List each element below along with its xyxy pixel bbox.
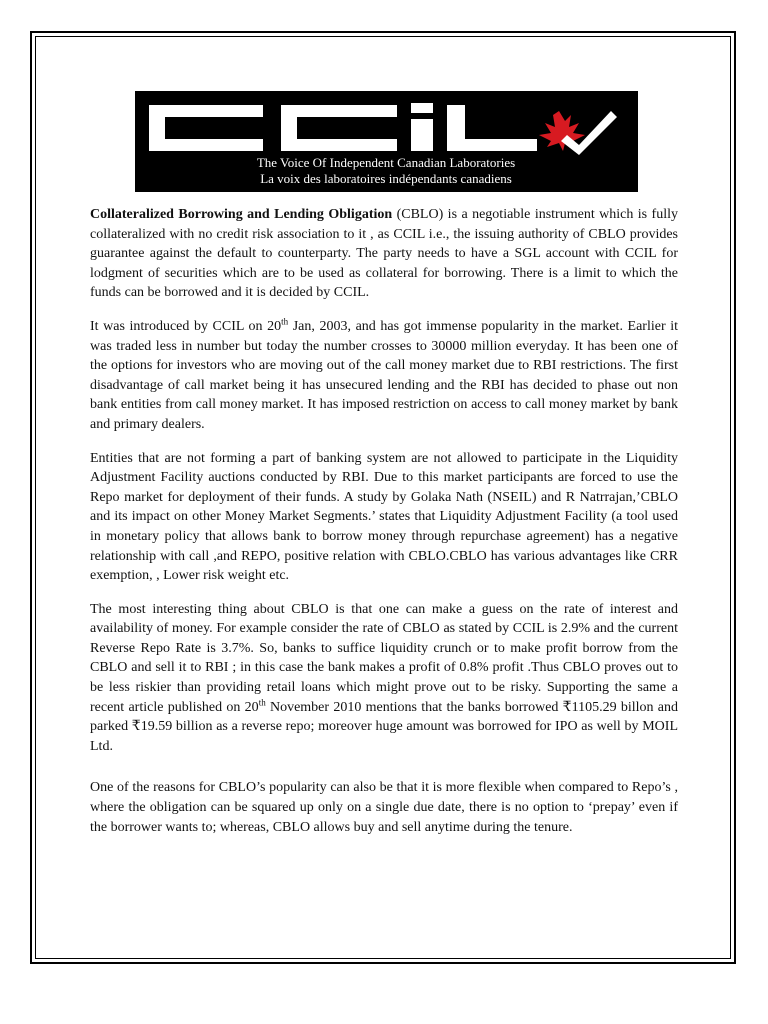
article-body xyxy=(90,205,678,851)
paragraph-3: Entities that are not forming a part of banking system are not allowed to participate in the Liquidity Adjustment Facility auctions conducted by RBI. Due to this market participants are forced to use the Repo market for deployment of their funds. A study by Golaka Nath (NSEIL) and R Natrrajan,’CBLO and its impact on other Money Market Segments.’ states that Liquidity Adjustment Facility (a tool used in monetary policy that allows bank to borrow money through repurchase agreement) has a negative relationship with call ,and REPO, positive relation with CBLO.CBLO has various advantages like CRR exemption, , Lower risk weight etc. xyxy=(90,450,678,584)
paragraph-4-sup: th xyxy=(258,697,266,707)
paragraph-5: One of the reasons for CBLO’s popularity can also be that it is more flexible when compared to Repo’s , where the obligation can be squared up only on a single due date, there is no option to ‘prepay’ even if the borrower wants to; whereas, CBLO allows buy and sell anytime during the tenure. xyxy=(90,780,678,835)
paragraph-2-text-b: Jan, 2003, and has got immense popularity in the market. Earlier it was traded less in number but today the number crosses to 30000 million everyday. It has been one of the options for investors who are moving out of the call money market due to RBI restrictions. The first disadvantage of call market being it has unsecured lending and the RBI has decided to phase out non bank entities from call money market. It has imposed restriction on access to call money market by bank and primary dealers. xyxy=(90,318,678,432)
ccil-logo-graphic xyxy=(135,91,638,192)
logo-tagline-fr: La voix des laboratoires indépendants canadiens xyxy=(260,171,512,186)
paragraph-1-lead: Collateralized Borrowing and Lending Obligation xyxy=(90,207,393,222)
paragraph-2 xyxy=(90,317,678,435)
paragraph-1 xyxy=(90,205,678,303)
logo-tagline-en: The Voice Of Independent Canadian Laboratories xyxy=(256,155,516,170)
paragraph-2-text-a: It was introduced by CCIL on 20 xyxy=(90,318,282,334)
paragraph-1-text: (CBLO) is a negotiable instrument which is fully collateralized with no credit risk association to it , as CCIL i.e., the issuing authority of CBLO provides guarantee against the default to counterparty. The party needs to have a SGL account with CCIL for lodgment of securities which are to be used as collateral for borrowing. There is a limit to which the funds can be borrowed and it is decided by CCIL. xyxy=(90,207,678,301)
paragraph-4-text-a: The most interesting thing about CBLO is that one can make a guess on the rate of interest and availability of money. For example consider the rate of CBLO as stated by CCIL is 2.9% and the current Reverse Repo Rate is 3.7%. So, banks to suffice liquidity crunch or to make profit borrow from the CBLO and sell it to RBI ; in this case the bank makes a profit of 0.8% profit .Thus CBLO proves out to be less riskier than providing retail loans which might prove out to be risky. Supporting the same a recent article published on 20 xyxy=(90,601,678,715)
paragraph-4-text-b: November 2010 mentions that the banks borrowed ₹1105.29 billon and parked ₹19.59 billion as a reverse repo; moreover huge amount was borrowed for IPO as well by MOIL Ltd. xyxy=(90,699,678,754)
ccil-logo xyxy=(135,91,638,192)
paragraph-4 xyxy=(90,600,678,757)
paragraph-2-sup: th xyxy=(281,316,289,327)
